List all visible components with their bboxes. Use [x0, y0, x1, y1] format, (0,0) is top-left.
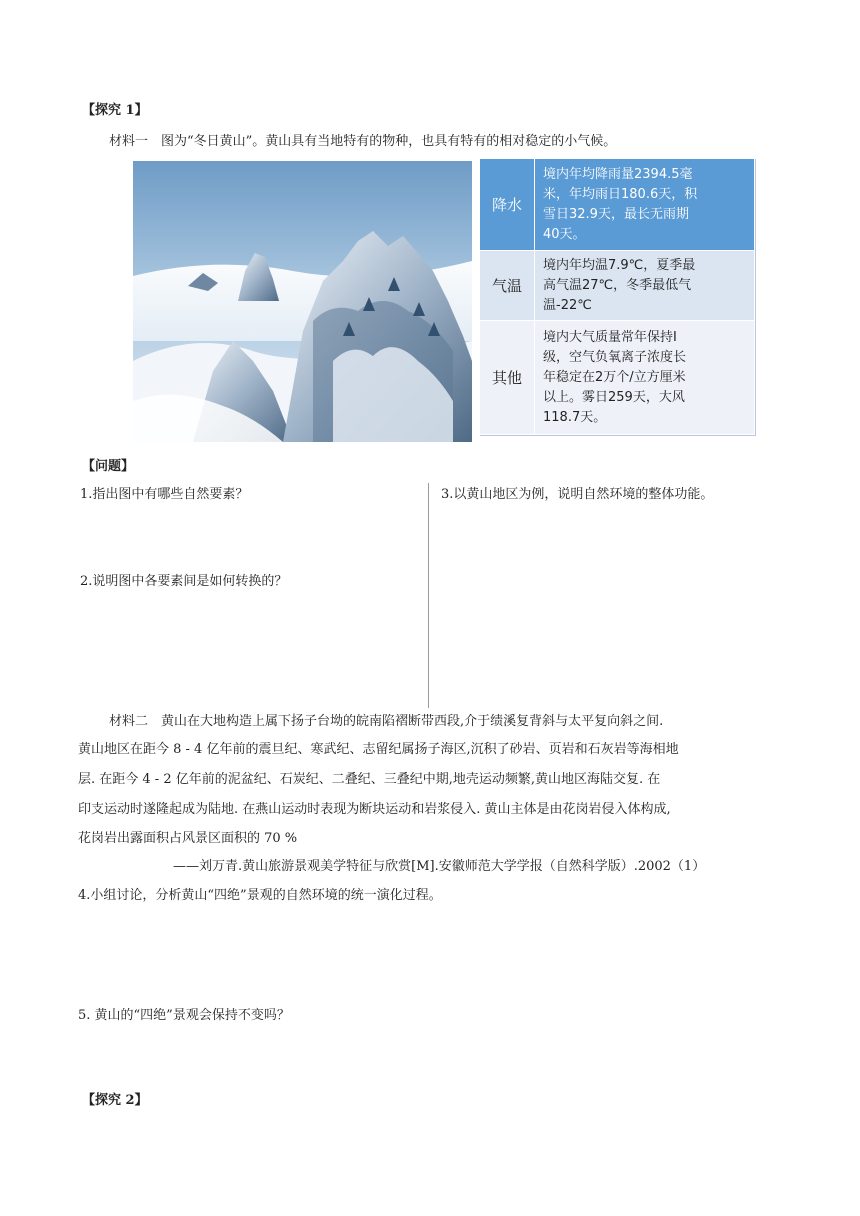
- precipitation-value: [535, 159, 755, 251]
- other-label: 其他: [480, 321, 535, 435]
- temperature-value: [535, 251, 755, 321]
- explore2-heading: 【探究 2】: [82, 1093, 148, 1108]
- climate-table: [479, 158, 755, 435]
- questions-heading: 【问题】: [82, 459, 135, 474]
- table-row: [480, 321, 755, 435]
- material2-line-3: 层. 在距今 4 - 2 亿年前的泥盆纪、石炭纪、二叠纪、三叠纪中期,地壳运动频繁,黄山地区海陆交复. 在: [78, 772, 661, 787]
- table-text-line: 以上。雾日259天，大风: [543, 389, 685, 405]
- question-2: 2.说明图中各要素间是如何转换的？: [80, 574, 288, 589]
- other-value: [535, 321, 755, 435]
- question-5: 5. 黄山的“四绝”景观会保持不变吗？: [78, 1008, 290, 1023]
- table-text-line: 境内年均降雨量2394.5毫: [543, 166, 693, 182]
- question-1: 1.指出图中有哪些自然要素？: [80, 487, 249, 502]
- material2-line-1: 材料二 黄山在大地构造上属下扬子台坳的皖南陷褶断带西段,介于绩溪复背斜与太平复向斜之间.: [109, 714, 664, 729]
- table-row: [480, 251, 755, 321]
- material2-line-4: 印支运动时遂隆起成为陆地. 在燕山运动时表现为断块运动和岩浆侵入. 黄山主体是由花岗岩侵入体构成,: [78, 802, 671, 817]
- table-text-line: 高气温27℃，冬季最低气: [543, 277, 692, 293]
- question-3: 3.以黄山地区为例，说明自然环境的整体功能。: [441, 487, 714, 502]
- material2-source: ——刘万青.黄山旅游景观美学特征与欣赏[M].安徽师范大学学报（自然科学版）.2002（1）: [173, 859, 706, 874]
- winter-huangshan-photo: [133, 161, 472, 442]
- precipitation-label: 降水: [480, 159, 535, 251]
- material2-line-2: 黄山地区在距今 8 - 4 亿年前的震旦纪、寒武纪、志留纪属扬子海区,沉积了砂岩、页岩和石灰岩等海相地: [78, 742, 679, 757]
- table-text-line: 境内大气质量常年保持Ⅰ: [543, 329, 677, 345]
- table-text-line: 温-22℃: [543, 297, 592, 313]
- table-text-line: 年稳定在2万个/立方厘米: [543, 369, 686, 385]
- table-text-line: 雪日32.9天，最长无雨期: [543, 206, 689, 222]
- material1-text: 材料一 图为“冬日黄山”。黄山具有当地特有的物种，也具有特有的相对稳定的小气候。: [109, 134, 617, 149]
- table-text-line: 级，空气负氧离子浓度长: [543, 349, 687, 365]
- table-text-line: 米，年均雨日180.6天，积: [543, 186, 698, 202]
- table-row: [480, 159, 755, 251]
- column-divider: [428, 483, 429, 708]
- material2-line-5: 花岗岩出露面积占风景区面积的 70 %: [78, 831, 298, 846]
- temperature-label: 气温: [480, 251, 535, 321]
- question-4: 4.小组讨论，分析黄山“四绝”景观的自然环境的统一演化过程。: [78, 888, 442, 903]
- table-text-line: 境内年均温7.9℃，夏季最: [543, 257, 696, 273]
- table-text-line: 118.7天。: [543, 409, 607, 425]
- table-text-line: 40天。: [543, 226, 586, 242]
- explore1-heading: 【探究 1】: [82, 103, 148, 118]
